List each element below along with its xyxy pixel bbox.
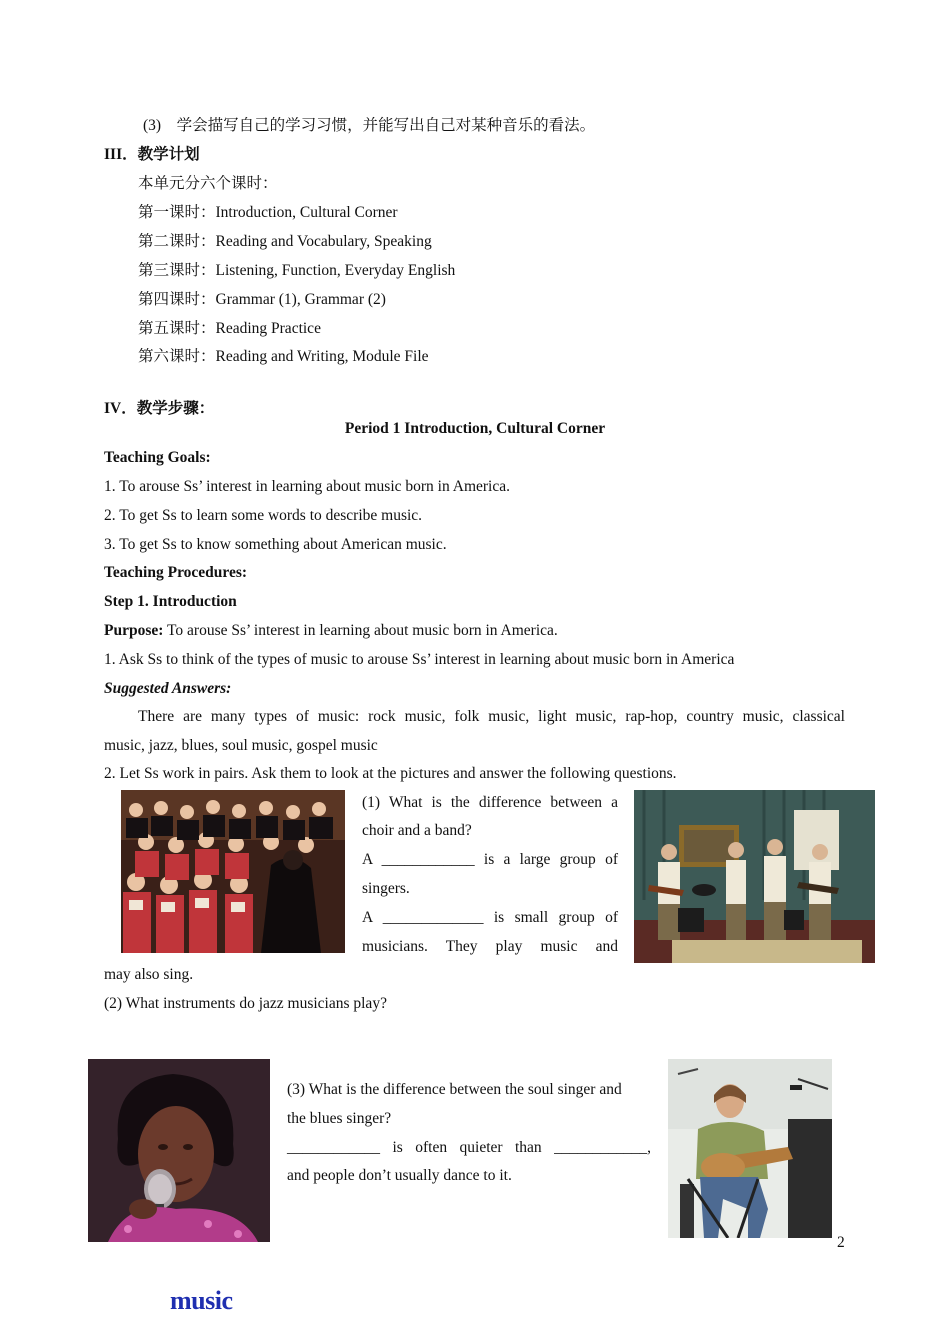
q1-line-5: A _____________ is small group of [362,909,618,926]
goal-1: 1. To arouse Ss’ interest in learning about music born in America. [104,478,510,495]
answer-line-2: music, jazz, blues, soul music, gospel music [104,737,378,754]
choir-photo [121,790,345,953]
page-number: 2 [837,1234,845,1251]
section-4-heading: IV．教学步骤： [104,400,215,417]
period-line-4: 第四课时：Grammar (1), Grammar (2) [138,291,386,308]
q3-line-1: (3) What is the difference between the soul singer and [287,1081,622,1098]
q2-line: (2) What instruments do jazz musicians play? [104,995,387,1012]
period-title: Period 1 Introduction, Cultural Corner [344,420,606,437]
q1-line-1: (1) What is the difference between a [362,794,618,811]
purpose-line [104,622,558,640]
footer-watermark: music [170,1286,233,1315]
goal-3: 3. To get Ss to know something about American music. [104,536,447,553]
ask-line-1: 1. Ask Ss to think of the types of music to arouse Ss’ interest in learning about music born in America [104,651,735,668]
ask-line-2: 2. Let Ss work in pairs. Ask them to look at the pictures and answer the following questions. [104,765,677,782]
band-photo [634,790,875,963]
q1-tail: may also sing. [104,966,194,983]
answer-line-1: There are many types of music: rock music, folk music, light music, rap-hop, country music, classical [138,708,845,725]
objective-3: (3) 学会描写自己的学习习惯，并能写出自己对某种音乐的看法。 [143,117,596,134]
period-line-2: 第二课时：Reading and Vocabulary, Speaking [138,233,432,250]
period-line-1: 第一课时：Introduction, Cultural Corner [138,204,398,221]
q1-line-3: A ____________ is a large group of [362,851,618,868]
suggested-answers-label: Suggested Answers: [104,680,232,697]
period-line-6: 第六课时：Reading and Writing, Module File [138,348,429,365]
period-line-3: 第三课时：Listening, Function, Everyday English [138,262,456,279]
soul-singer-photo [88,1059,270,1242]
q1-line-6: musicians. They play music and [362,938,618,955]
plan-intro: 本单元分六个课时： [138,175,278,192]
section-3-heading: III．教学计划 [104,146,200,163]
purpose-text: To arouse Ss’ interest in learning about music born in America. [163,622,558,639]
goals-heading: Teaching Goals: [104,449,211,466]
q1-line-2: choir and a band? [362,822,472,839]
step1-heading: Step 1. Introduction [104,593,237,610]
period-line-5: 第五课时：Reading Practice [138,320,321,337]
q3-line-2: the blues singer? [287,1110,392,1127]
q1-line-4: singers. [362,880,410,897]
procedures-heading: Teaching Procedures: [104,564,248,581]
q3-line-4: and people don’t usually dance to it. [287,1167,512,1184]
q3-line-3: ____________ is often quieter than ____________, [287,1139,651,1156]
blues-guitarist-photo [668,1059,832,1238]
purpose-label: Purpose: [104,622,164,639]
goal-2: 2. To get Ss to learn some words to describe music. [104,507,423,524]
